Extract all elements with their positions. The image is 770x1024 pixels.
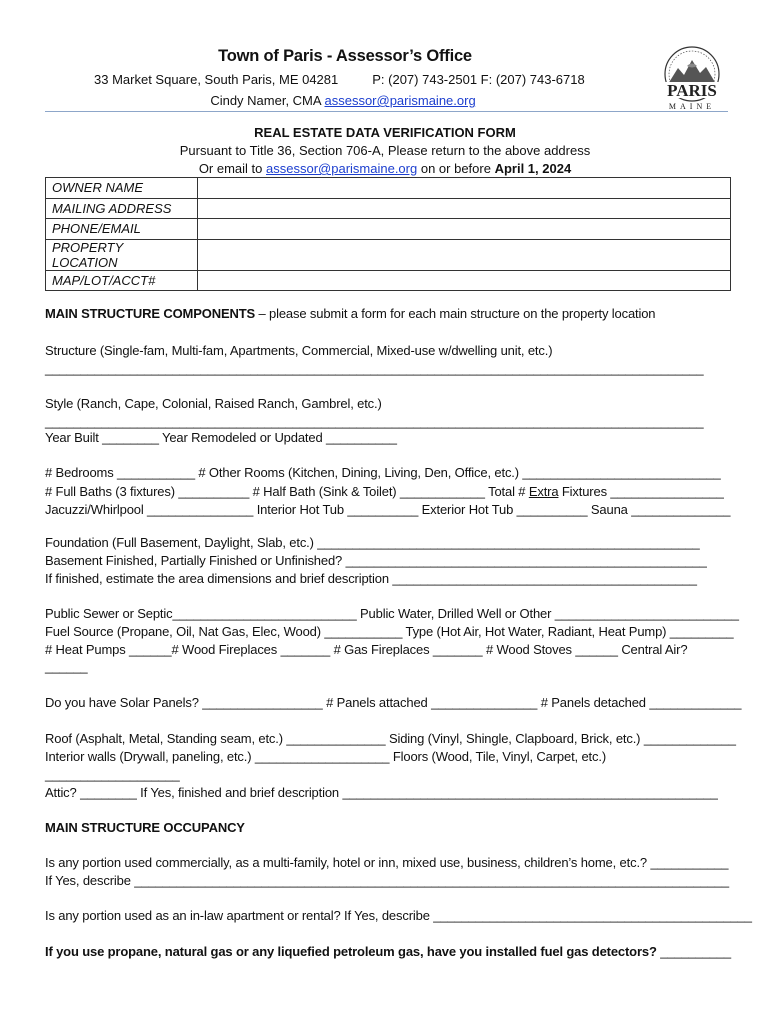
- components-heading-line: [45, 306, 655, 321]
- owner-name-field[interactable]: [198, 178, 731, 199]
- style-label: Style (Ranch, Cape, Colonial, Raised Ranch, Gambrel, etc.): [45, 396, 382, 411]
- baths-line[interactable]: [45, 484, 724, 499]
- logo-paris-text: PARIS: [667, 81, 717, 100]
- foundation-line[interactable]: Foundation (Full Basement, Daylight, Slab, etc.) ______________________________________________________: [45, 535, 700, 550]
- floors-field[interactable]: ___________________: [45, 767, 180, 782]
- mailing-address-label: MAILING ADDRESS: [46, 198, 198, 219]
- office-phone-fax: P: (207) 743-2501 F: (207) 743-6718: [372, 72, 585, 87]
- fixtures-text: Fixtures ________________: [558, 484, 724, 499]
- pursuant-text: Pursuant to Title 36, Section 706-A, Please return to the above address: [179, 143, 591, 158]
- gas-detectors-field: __________: [656, 944, 732, 959]
- office-title: Town of Paris - Assessor’s Office: [218, 47, 472, 65]
- style-field[interactable]: _____________________________________________________________________________________________: [45, 414, 704, 429]
- address-phone-line: [94, 72, 585, 87]
- central-air-field[interactable]: ______: [45, 659, 88, 674]
- town-seal-logo: [654, 44, 730, 114]
- sewer-water-line[interactable]: Public Sewer or Septic__________________________ Public Water, Drilled Well or Other __________________________: [45, 606, 739, 621]
- header-divider: [45, 111, 728, 112]
- form-title: REAL ESTATE DATA VERIFICATION FORM: [254, 125, 516, 140]
- map-lot-acct-field[interactable]: [198, 270, 731, 291]
- jacuzzi-line[interactable]: Jacuzzi/Whirlpool _______________ Interior Hot Tub __________ Exterior Hot Tub __________ Sauna ______________: [45, 502, 731, 517]
- contact-email-link[interactable]: assessor@parismaine.org: [324, 93, 476, 108]
- table-row: [46, 239, 731, 270]
- fuel-source-line[interactable]: Fuel Source (Propane, Oil, Nat Gas, Elec, Wood) ___________ Type (Hot Air, Hot Water, Radiant, Heat Pump) _________: [45, 624, 734, 639]
- gas-detectors-line[interactable]: [45, 944, 731, 959]
- finished-area-line[interactable]: If finished, estimate the area dimensions and brief description ___________________________________________: [45, 571, 697, 586]
- extra-word: Extra: [528, 484, 559, 499]
- commercial-question[interactable]: Is any portion used commercially, as a multi-family, hotel or inn, mixed use, business, children’s home, etc.? ___________: [45, 855, 729, 870]
- deadline-date: April 1, 2024: [494, 161, 572, 176]
- contact-name: Cindy Namer, CMA: [210, 93, 321, 108]
- logo-maine-text: MAINE: [668, 102, 716, 111]
- office-address: 33 Market Square, South Paris, ME 04281: [94, 72, 339, 87]
- property-location-label: PROPERTY LOCATION: [46, 239, 198, 270]
- table-row: [46, 178, 731, 199]
- attic-line[interactable]: Attic? ________ If Yes, finished and brief description _____________________________________________________: [45, 785, 718, 800]
- email-prefix: Or email to: [198, 161, 263, 176]
- mailing-address-field[interactable]: [198, 198, 731, 219]
- baths-text: # Full Baths (3 fixtures) __________ # Half Bath (Sink & Toilet) ____________ Total #: [45, 484, 529, 499]
- bedrooms-line[interactable]: # Bedrooms ___________ # Other Rooms (Kitchen, Dining, Living, Den, Office, etc.) ____________________________: [45, 465, 721, 480]
- commercial-describe-line[interactable]: If Yes, describe ____________________________________________________________________________________: [45, 873, 729, 888]
- table-row: [46, 198, 731, 219]
- occupancy-heading: MAIN STRUCTURE OCCUPANCY: [45, 820, 245, 835]
- map-lot-acct-label: MAP/LOT/ACCT#: [46, 270, 198, 291]
- phone-email-label: PHONE/EMAIL: [46, 219, 198, 240]
- structure-label: Structure (Single-fam, Multi-fam, Apartments, Commercial, Mixed-use w/dwelling unit, etc.): [45, 343, 553, 358]
- contact-line: [0, 93, 686, 108]
- phone-email-field[interactable]: [198, 219, 731, 240]
- property-location-field[interactable]: [198, 239, 731, 270]
- table-row: [46, 219, 731, 240]
- owner-name-label: OWNER NAME: [46, 178, 198, 199]
- basement-line[interactable]: Basement Finished, Partially Finished or Unfinished? ___________________________________________________: [45, 553, 707, 568]
- form-email-link[interactable]: assessor@parismaine.org: [266, 161, 418, 176]
- structure-field[interactable]: _____________________________________________________________________________________________: [45, 361, 704, 376]
- inlaw-question[interactable]: Is any portion used as an in-law apartment or rental? If Yes, describe _____________________________________________: [45, 908, 752, 923]
- heat-pumps-line[interactable]: # Heat Pumps ______# Wood Fireplaces _______ # Gas Fireplaces _______ # Wood Stoves ______ Central Air?: [45, 642, 688, 657]
- interior-walls-line[interactable]: Interior walls (Drywall, paneling, etc.) ___________________ Floors (Wood, Tile, Vinyl, Carpet, etc.): [45, 749, 607, 764]
- roof-siding-line[interactable]: Roof (Asphalt, Metal, Standing seam, etc.) ______________ Siding (Vinyl, Shingle, Clapboard, Brick, etc.) _____________: [45, 731, 736, 746]
- solar-line[interactable]: Do you have Solar Panels? _________________ # Panels attached _______________ # Panels detached _____________: [45, 695, 742, 710]
- components-note: – please submit a form for each main structure on the property location: [255, 306, 656, 321]
- table-row: [46, 270, 731, 291]
- email-suffix: on or before: [420, 161, 491, 176]
- owner-info-table: [45, 177, 731, 291]
- email-deadline-line: [0, 161, 770, 176]
- components-heading: MAIN STRUCTURE COMPONENTS: [45, 306, 256, 321]
- year-built-line[interactable]: Year Built ________ Year Remodeled or Updated __________: [45, 430, 397, 445]
- gas-detectors-question: If you use propane, natural gas or any liquefied petroleum gas, have you installed fuel gas detectors?: [45, 944, 657, 959]
